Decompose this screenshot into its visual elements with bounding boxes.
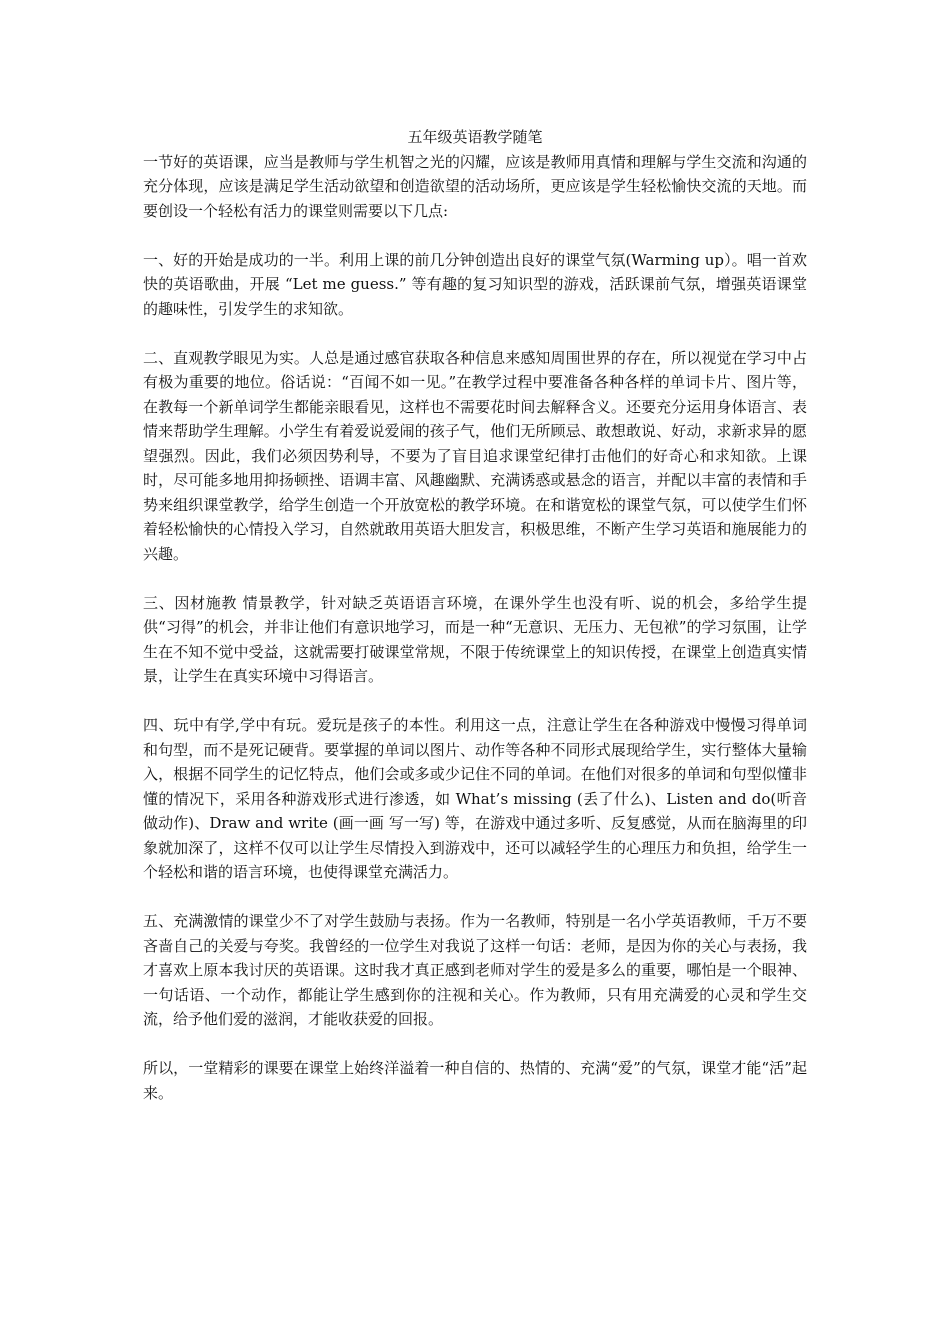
document-body xyxy=(143,118,807,1130)
point-five-paragraph: 五、充满激情的课堂少不了对学生鼓励与表扬。作为一名教师，特别是一名小学英语教师，千万不要吝啬自己的关爱与夸奖。我曾经的一位学生对我说了这样一句话：老师，是因为你的关心与表扬，我才喜欢上原本我讨厌的英语课。这时我才真正感到老师对学生的爱是多么的重要，哪怕是一个眼神、一句话语、一个动作，都能让学生感到你的注视和关心。作为教师，只有用充满爱的心灵和学生交流，给予他们爱的滋润，才能收获爱的回报。 xyxy=(143,912,807,1028)
point-three-paragraph: 三、因材施教 情景教学，针对缺乏英语语言环境，在课外学生也没有听、说的机会，多给学生提供“习得”的机会，并非让他们有意识地学习，而是一种“无意识、无压力、无包袱”的学习氛围，让学生在不知不觉中受益，这就需要打破课堂常规，不限于传统课堂上的知识传授，在课堂上创造真实情景，让学生在真实环境中习得语言。 xyxy=(143,593,807,685)
conclusion-paragraph: 所以，一堂精彩的课要在课堂上始终洋溢着一种自信的、热情的、充满“爱”的气氛，课堂才能“活”起来。 xyxy=(143,1059,807,1102)
point-four-paragraph: 四、玩中有学,学中有玩。爱玩是孩子的本性。利用这一点，注意让学生在各种游戏中慢慢习得单词和句型，而不是死记硬背。要掌握的单词以图片、动作等各种不同形式展现给学生，实行整体大量输入，根据不同学生的记忆特点，他们会或多或少记住不同的单词。在他们对很多的单词和句型似懂非懂的情况下，采用各种游戏形式进行渗透，如 What’s missing (丢了什么)、Listen and do(听音做动作)、Draw and write (画一画 写一写) 等，在游戏中通过多听、反复感觉，从而在脑海里的印象就加深了，这样不仅可以让学生尽情投入到游戏中，还可以减轻学生的心理压力和负担，给学生一个轻松和谐的语言环境，也使得课堂充满活力。 xyxy=(143,716,807,881)
point-two-paragraph: 二、直观教学眼见为实。人总是通过感官获取各种信息来感知周围世界的存在，所以视觉在学习中占有极为重要的地位。俗话说：“百闻不如一见。”在教学过程中要准备各种各样的单词卡片、图片等，在教每一个新单词学生都能亲眼看见，这样也不需要花时间去解释含义。还要充分运用身体语言、表情来帮助学生理解。小学生有着爱说爱闹的孩子气，他们无所顾忌、敢想敢说、好动，求新求异的愿望强烈。因此，我们必须因势利导，不要为了盲目追求课堂纪律打击他们的好奇心和求知欲。上课时，尽可能多地用抑扬顿挫、语调丰富、风趣幽默、充满诱惑或悬念的语言，并配以丰富的表情和手势来组织课堂教学，给学生创造一个开放宽松的教学环境。在和谐宽松的课堂气氛，可以使学生们怀着轻松愉快的心情投入学习，自然就敢用英语大胆发言，积极思维，不断产生学习英语和施展能力的兴趣。 xyxy=(143,348,807,563)
document-title: 五年级英语教学随笔 xyxy=(407,128,543,146)
point-one-paragraph: 一、好的开始是成功的一半。利用上课的前几分钟创造出良好的课堂气氛(Warming up）。唱一首欢快的英语歌曲，开展 “Let me guess.” 等有趣的复习知识型的游戏，活跃课前气氛，增强英语课堂的趣味性，引发学生的求知欲。 xyxy=(143,250,807,318)
intro-paragraph: 一节好的英语课，应当是教师与学生机智之光的闪耀，应该是教师用真情和理解与学生交流和沟通的充分体现，应该是满足学生活动欲望和创造欲望的活动场所，更应该是学生轻松愉快交流的天地。而要创设一个轻松有活力的课堂则需要以下几点: xyxy=(143,152,807,220)
